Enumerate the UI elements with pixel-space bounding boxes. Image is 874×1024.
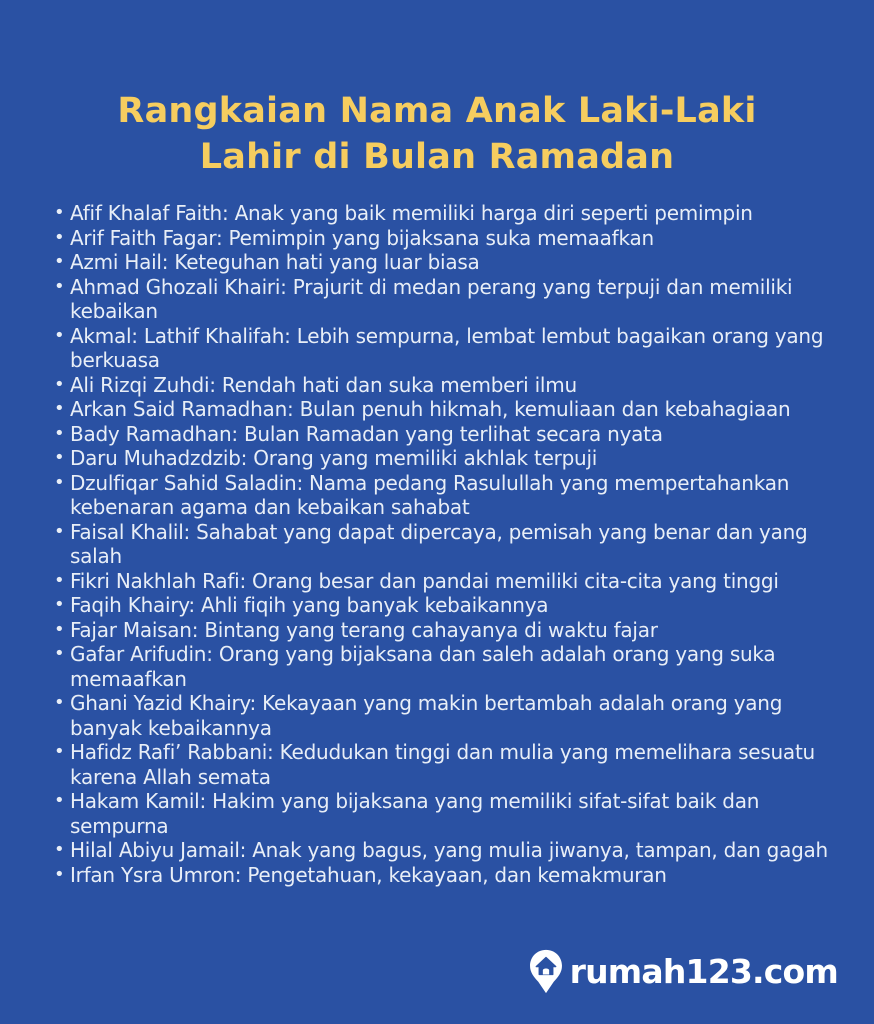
bullet-icon: • <box>54 594 65 616</box>
list-item-text: Hakam Kamil: Hakim yang bijaksana yang memiliki sifat-sifat baik dan sempurna <box>70 789 760 838</box>
list-item-text: Akmal: Lathif Khalifah: Lebih sempurna, lembat lembut bagaikan orang yang berkuasa <box>70 323 824 373</box>
list-item-text: Ghani Yazid Khairy: Kekayaan yang makin bertambah adalah orang yang banyak kebaikannya <box>70 691 783 740</box>
list-item <box>53 471 847 520</box>
list-item-text: Faisal Khalil: Sahabat yang dapat dipercaya, pemisah yang benar dan yang salah <box>70 519 808 569</box>
bullet-icon: • <box>54 422 65 444</box>
list-item-text: Ali Rizqi Zuhdi: Rendah hati dan suka memberi ilmu <box>70 372 577 397</box>
list-item-text: Gafar Arifudin: Orang yang bijaksana dan saleh adalah orang yang suka memaafkan <box>70 642 776 691</box>
title-line-2: Lahir di Bulan Ramadan <box>199 137 675 178</box>
name-list <box>53 201 847 887</box>
list-item <box>53 324 847 373</box>
list-item <box>53 201 847 226</box>
bullet-icon: • <box>54 471 65 493</box>
list-item-text: Afif Khalaf Faith: Anak yang baik memiliki harga diri seperti pemimpin <box>70 201 753 226</box>
list-item <box>53 373 847 398</box>
list-item <box>53 618 847 643</box>
list-item <box>53 838 847 863</box>
list-item <box>53 520 847 569</box>
list-item <box>53 446 847 471</box>
list-item <box>53 397 847 422</box>
bullet-icon: • <box>54 226 65 248</box>
bullet-icon: • <box>54 643 65 665</box>
bullet-icon: • <box>54 618 65 640</box>
list-item <box>53 569 847 594</box>
bullet-icon: • <box>54 373 65 395</box>
list-item-text: Irfan Ysra Umron: Pengetahuan, kekayaan, dan kemakmuran <box>70 862 667 887</box>
list-item <box>53 863 847 888</box>
list-item <box>53 250 847 275</box>
bullet-icon: • <box>54 275 65 297</box>
list-item-text: Ahmad Ghozali Khairi: Prajurit di medan perang yang terpuji dan memiliki kebaikan <box>70 274 793 324</box>
list-item-text: Arif Faith Fagar: Pemimpin yang bijaksana suka memaafkan <box>70 225 654 250</box>
list-item-text: Faqih Khairy: Ahli fiqih yang banyak kebaikannya <box>70 593 549 618</box>
list-item-text: Hafidz Rafi’ Rabbani: Kedudukan tinggi dan mulia yang memelihara sesuatu karena Allah semata <box>70 740 815 789</box>
bullet-icon: • <box>54 569 65 591</box>
bullet-icon: • <box>54 520 65 542</box>
logo-text: rumah123.com <box>569 952 838 991</box>
list-item <box>53 226 847 251</box>
bullet-icon: • <box>54 692 65 714</box>
bullet-icon: • <box>54 863 65 885</box>
list-item-text: Fikri Nakhlah Rafi: Orang besar dan pandai memiliki cita-cita yang tinggi <box>70 568 779 593</box>
rumah123-logo <box>529 949 838 994</box>
bullet-icon: • <box>54 202 65 224</box>
list-item-text: Daru Muhadzdzib: Orang yang memiliki akhlak terpuji <box>70 446 598 471</box>
list-item <box>53 691 847 740</box>
list-item <box>53 789 847 838</box>
list-item <box>53 275 847 324</box>
list-item-text: Arkan Said Ramadhan: Bulan penuh hikmah, kemuliaan dan kebahagiaan <box>70 397 791 422</box>
bullet-icon: • <box>54 324 65 346</box>
list-item <box>53 593 847 618</box>
bullet-icon: • <box>54 790 65 812</box>
list-item-text: Hilal Abiyu Jamail: Anak yang bagus, yang mulia jiwanya, tampan, dan gagah <box>70 838 828 863</box>
list-item-text: Fajar Maisan: Bintang yang terang cahayanya di waktu fajar <box>70 617 658 642</box>
list-item-text: Dzulfiqar Sahid Saladin: Nama pedang Rasulullah yang mempertahankan kebenaran agama dan kebaikan sahabat <box>70 470 790 520</box>
bullet-icon: • <box>54 251 65 273</box>
map-pin-house-icon <box>529 949 563 994</box>
list-item <box>53 422 847 447</box>
list-item-text: Azmi Hail: Keteguhan hati yang luar biasa <box>70 250 480 275</box>
list-item-text: Bady Ramadhan: Bulan Ramadan yang terlihat secara nyata <box>70 421 663 446</box>
list-item <box>53 740 847 789</box>
title-line-1: Rangkaian Nama Anak Laki-Laki <box>117 91 757 131</box>
bullet-icon: • <box>54 839 65 861</box>
bullet-icon: • <box>54 447 65 469</box>
list-item <box>53 642 847 691</box>
page-title <box>0 0 874 180</box>
bullet-icon: • <box>54 398 65 420</box>
bullet-icon: • <box>54 741 65 763</box>
